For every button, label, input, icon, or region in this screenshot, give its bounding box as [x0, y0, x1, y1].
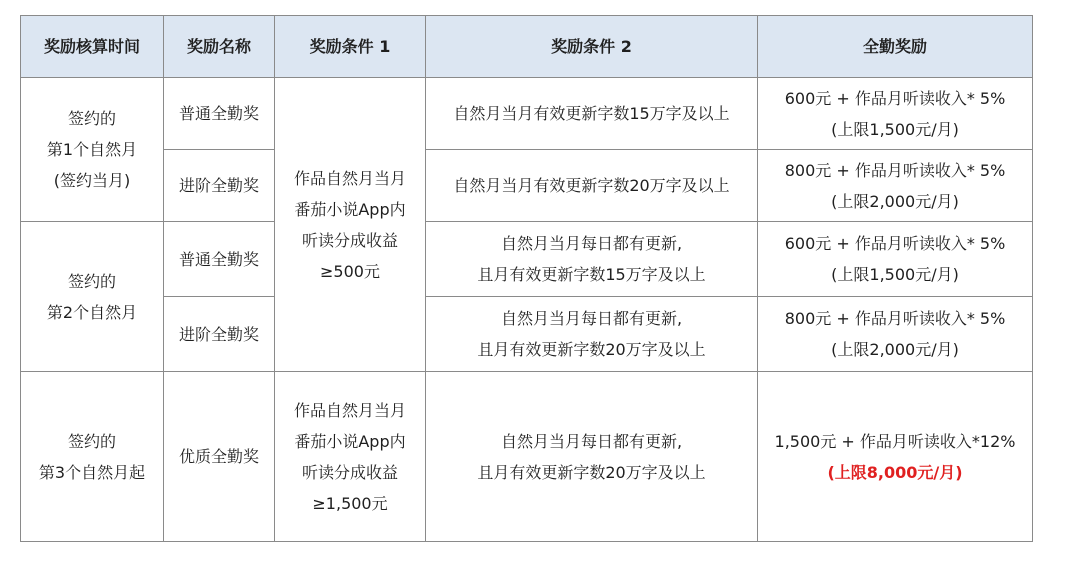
condition-2-cell	[426, 222, 758, 297]
reward-cell	[758, 78, 1033, 150]
condition-1-line: 听读分成收益	[301, 462, 398, 482]
reward-cap: (上限1,500元/月)	[831, 119, 959, 139]
reward-formula: 600元 + 作品月听读收入* 5%	[784, 88, 1006, 108]
condition-1-cell	[275, 372, 426, 542]
reward-cap: (上限2,000元/月)	[831, 191, 959, 211]
reward-formula: 800元 + 作品月听读收入* 5%	[784, 309, 1006, 328]
reward-cell	[758, 372, 1033, 542]
period-cell	[21, 222, 164, 372]
period-cell	[21, 372, 164, 542]
condition-2-cell	[426, 150, 758, 222]
condition-2-line: 且月有效更新字数20万字及以上	[477, 462, 706, 482]
condition-2-line: 且月有效更新字数15万字及以上	[477, 265, 706, 284]
table-row	[21, 150, 1033, 222]
condition-2-line: 自然月当月有效更新字数15万字及以上	[453, 104, 730, 123]
condition-2-cell	[426, 372, 758, 542]
header-reward-name: 奖励名称	[164, 16, 275, 78]
reward-cell	[758, 150, 1033, 222]
reward-name-cell: 进阶全勤奖	[164, 150, 275, 222]
table-row	[21, 372, 1033, 542]
reward-cell	[758, 222, 1033, 297]
reward-cap: (上限1,500元/月)	[831, 265, 959, 284]
reward-cap-highlight: (上限8,000元/月)	[827, 462, 963, 482]
condition-1-line: 作品自然月当月	[293, 168, 406, 188]
period-line: 第1个自然月	[46, 140, 138, 159]
period-line: (签约当月)	[53, 171, 131, 190]
reward-table	[20, 15, 1033, 542]
table-row	[21, 297, 1033, 372]
reward-cap: (上限2,000元/月)	[831, 340, 959, 359]
reward-formula: 800元 + 作品月听读收入* 5%	[784, 160, 1006, 180]
period-line: 签约的	[67, 271, 116, 291]
reward-formula: 1,500元 + 作品月听读收入*12%	[774, 431, 1016, 451]
period-line: 第3个自然月起	[38, 462, 146, 482]
period-cell	[21, 78, 164, 222]
condition-1-line: 作品自然月当月	[293, 400, 406, 420]
reward-name-cell: 优质全勤奖	[164, 372, 275, 542]
header-condition-2: 奖励条件 2	[426, 16, 758, 78]
condition-1-line: 番茄小说App内	[294, 431, 406, 451]
condition-1-line: ≥1,500元	[312, 493, 388, 513]
reward-cell	[758, 297, 1033, 372]
condition-2-cell	[426, 297, 758, 372]
condition-1-line: 番茄小说App内	[294, 199, 406, 219]
condition-2-line: 自然月当月每日都有更新,	[500, 309, 683, 328]
condition-2-cell	[426, 78, 758, 150]
reward-name-cell: 进阶全勤奖	[164, 297, 275, 372]
header-full-attendance-reward: 全勤奖励	[758, 16, 1033, 78]
condition-1-line: ≥500元	[320, 261, 380, 281]
reward-name-cell: 普通全勤奖	[164, 78, 275, 150]
condition-2-line: 自然月当月每日都有更新,	[500, 431, 683, 451]
header-period: 奖励核算时间	[21, 16, 164, 78]
period-line: 签约的	[67, 109, 116, 128]
header-row	[21, 16, 1033, 78]
period-line: 签约的	[67, 431, 116, 451]
condition-1-line: 听读分成收益	[301, 230, 398, 250]
condition-2-line: 且月有效更新字数20万字及以上	[477, 340, 706, 359]
condition-2-line: 自然月当月有效更新字数20万字及以上	[453, 176, 730, 195]
condition-2-line: 自然月当月每日都有更新,	[500, 234, 683, 253]
table-row	[21, 78, 1033, 150]
period-line: 第2个自然月	[46, 302, 138, 322]
header-condition-1: 奖励条件 1	[275, 16, 426, 78]
condition-1-cell	[275, 78, 426, 372]
reward-formula: 600元 + 作品月听读收入* 5%	[784, 234, 1006, 253]
reward-name-cell: 普通全勤奖	[164, 222, 275, 297]
table-row	[21, 222, 1033, 297]
